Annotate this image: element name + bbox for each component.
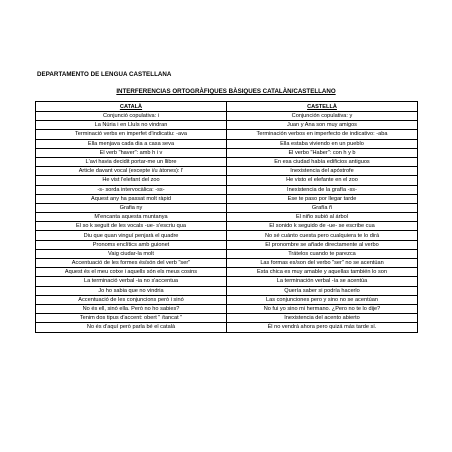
- table-cell: La terminación verbal -ía se acentúa: [227, 277, 418, 286]
- table-cell: Terminació verbs en imperfet d'indicatiu: -ava: [36, 130, 227, 139]
- table-cell: Conjunció copulativa: i: [36, 112, 227, 121]
- table-cell: Jo ho sabia que no vindria: [36, 286, 227, 295]
- table-cell: Grafía ñ: [227, 203, 418, 212]
- table-cell: Ella estaba viviendo en un pueblo: [227, 139, 418, 148]
- table-cell: El verb "haver": amb h i v: [36, 148, 227, 157]
- table-cell: El verbo "Haber": con h y b: [227, 148, 418, 157]
- table-row: [36, 240, 418, 249]
- table-cell: Las formas es/son del verbo "ser" no se acentúan: [227, 259, 418, 268]
- table-cell: El niño subió al árbol: [227, 213, 418, 222]
- table-row: [36, 277, 418, 286]
- table-cell: He vist l'elefant del zoo: [36, 176, 227, 185]
- table-cell: Accentuació de les formes és/són del verb "ser": [36, 259, 227, 268]
- table-row: [36, 314, 418, 323]
- table-row: [36, 139, 418, 148]
- table-cell: Ese te paso por llegar tarde: [227, 194, 418, 203]
- table-row: [36, 185, 418, 194]
- table-row: [36, 176, 418, 185]
- table-cell: Accentuació de les conjuncions però i sinó: [36, 295, 227, 304]
- table-cell: Pronoms enclítics amb guionet: [36, 240, 227, 249]
- table-cell: Inexistencia del apóstrofe: [227, 167, 418, 176]
- table-row: [36, 222, 418, 231]
- document-title: INTERFERENCIAS ORTOGRÀFIQUES BÀSIQUES CATALÀN/CASTELLANO: [116, 88, 336, 95]
- table-cell: Inexistencia de la grafía -ss-: [227, 185, 418, 194]
- table-row: [36, 323, 418, 332]
- table-cell: Terminación verbos en imperfecto de indicativo: -aba: [227, 130, 418, 139]
- table-cell: Juan y Ana son muy amigos: [227, 121, 418, 130]
- table-cell: Aquest any ha passat molt ràpid: [36, 194, 227, 203]
- table-cell: -s- sorda intervocàlica: -ss-: [36, 185, 227, 194]
- table-cell: No és d'aquí però parla bé el català: [36, 323, 227, 332]
- table-row: [36, 304, 418, 313]
- table-cell: Diu que quan vinguí penjarà el quadre: [36, 231, 227, 240]
- table-row: [36, 259, 418, 268]
- table-cell: El pronombre se añade directamente al verbo: [227, 240, 418, 249]
- table-cell: Vaig ciudar-la molt: [36, 249, 227, 258]
- table-cell: El so k seguit de les vocals -ue- s'escriu qua: [36, 222, 227, 231]
- table-row: [36, 148, 418, 157]
- table-cell: No és ell, sinó ella. Però no ho sabies?: [36, 304, 227, 313]
- table-row: [36, 194, 418, 203]
- table-cell: Trátelos cuando te parezca: [227, 249, 418, 258]
- table-cell: No fui yo sino mi hermano. ¿Pero no te lo dije?: [227, 304, 418, 313]
- column-header-catala: CATALÀ: [36, 102, 227, 112]
- table-row: [36, 295, 418, 304]
- table-cell: Grafia ny: [36, 203, 227, 212]
- table-cell: Él no vendrá ahora pero quizá más tarde sí.: [227, 323, 418, 332]
- table-cell: Quería saber si podría hacerlo: [227, 286, 418, 295]
- table-row: [36, 203, 418, 212]
- table-row: [36, 157, 418, 166]
- table-cell: Article davant vocal (excepte i/u àtones): l': [36, 167, 227, 176]
- table-cell: La Núria i en Lluís no vindran: [36, 121, 227, 130]
- table-cell: En esa ciudad había edificios antiguos: [227, 157, 418, 166]
- table-row: [36, 249, 418, 258]
- table-row: [36, 268, 418, 277]
- table-cell: Tenim dos tipus d'accent: obert " /tancat ": [36, 314, 227, 323]
- department-heading: DEPARTAMENTO DE LENGUA CASTELLANA: [37, 71, 172, 78]
- comparison-table: [35, 101, 418, 333]
- table-row: [36, 121, 418, 130]
- table-cell: He visto el elefante en el zoo: [227, 176, 418, 185]
- table-row: [36, 130, 418, 139]
- table-row: [36, 112, 418, 121]
- table-row: [36, 213, 418, 222]
- table-cell: Las conjunciones pero y sino no se acentúan: [227, 295, 418, 304]
- table-cell: L'avi havia decidit portar-me un llibre: [36, 157, 227, 166]
- table-cell: Aquest és el meu cotxe i aquells són els meus cosins: [36, 268, 227, 277]
- table-cell: Esta chica es muy amable y aquellas también lo son: [227, 268, 418, 277]
- table-header-row: [36, 102, 418, 112]
- table-cell: No sé cuánto cuesta pero cualquiera te lo dirá: [227, 231, 418, 240]
- table-row: [36, 231, 418, 240]
- table-cell: La terminació verbal -ia no s'accentua: [36, 277, 227, 286]
- column-header-castella: CASTELLÀ: [227, 102, 418, 112]
- table-cell: Inexistencia del acento abierto: [227, 314, 418, 323]
- table-cell: Conjunción copulativa: y: [227, 112, 418, 121]
- table-cell: M'encanta aquesta muntanya: [36, 213, 227, 222]
- table-row: [36, 286, 418, 295]
- table-cell: Ella menjava cada dia a casa seva: [36, 139, 227, 148]
- table-row: [36, 167, 418, 176]
- table-cell: El sonido k seguido de -ue- se escribe cua: [227, 222, 418, 231]
